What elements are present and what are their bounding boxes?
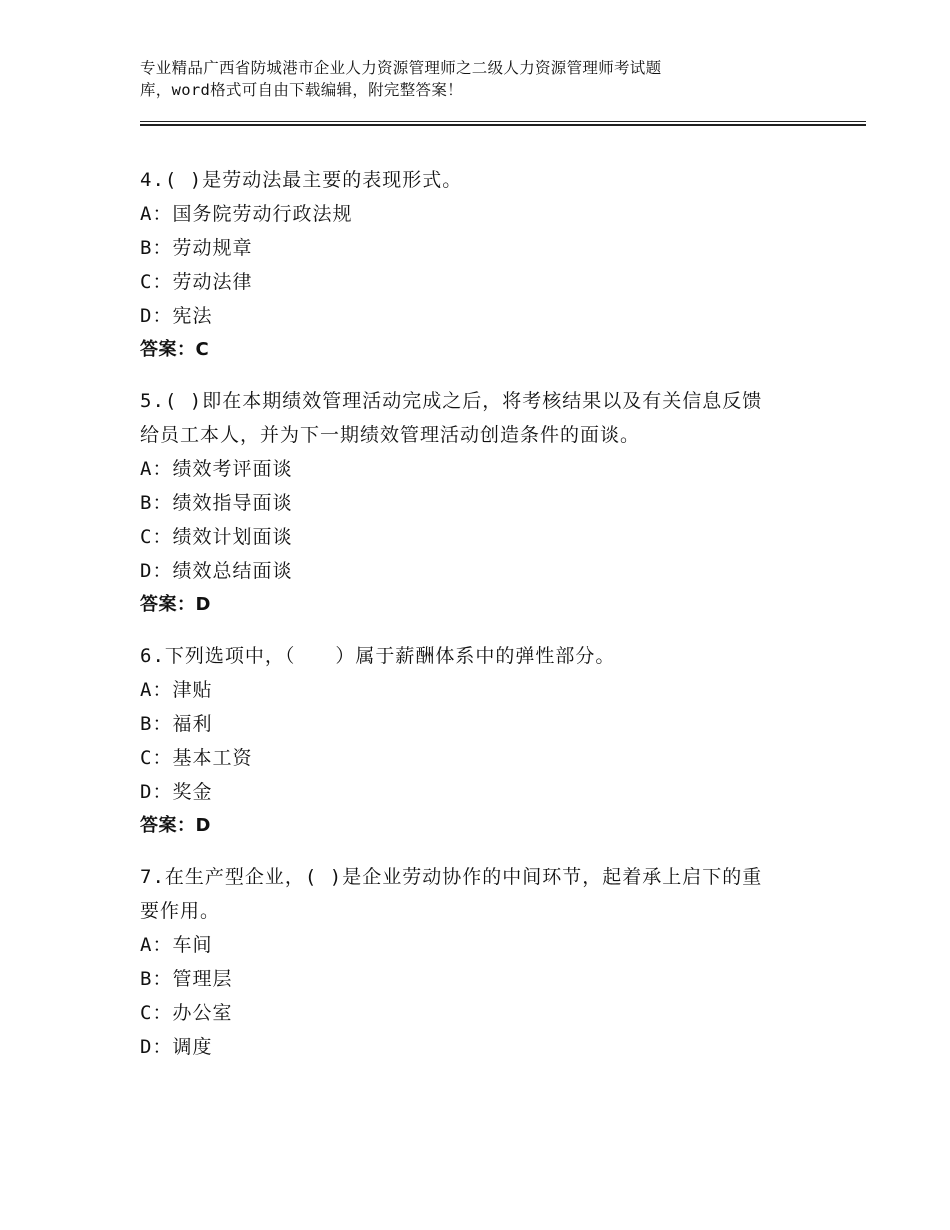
header-title-line-1: 专业精品广西省防城港市企业人力资源管理师之二级人力资源管理师考试题: [140, 59, 662, 77]
option-a: A：国务院劳动行政法规: [140, 203, 353, 225]
document-page: [140, 0, 866, 1230]
document-header: [140, 57, 780, 101]
option-d: D：调度: [140, 1036, 213, 1058]
answer-label: 答案：D: [140, 815, 211, 836]
option-b: B：绩效指导面谈: [140, 492, 293, 514]
question-6: [140, 639, 810, 843]
header-title-line-2: 库，word格式可自由下载编辑，附完整答案！: [140, 81, 463, 99]
header-divider-thick: [140, 124, 866, 126]
option-b: B：管理层: [140, 968, 233, 990]
answer-label: 答案：D: [140, 594, 211, 615]
option-c: C：办公室: [140, 1002, 233, 1024]
question-stem-line-2: 给员工本人，并为下一期绩效管理活动创造条件的面谈。: [140, 424, 641, 446]
option-c: C：劳动法律: [140, 271, 253, 293]
option-a: A：绩效考评面谈: [140, 458, 293, 480]
question-4: [140, 163, 810, 367]
question-stem-line-2: 要作用。: [140, 900, 221, 922]
option-a: A：车间: [140, 934, 213, 956]
option-b: B：福利: [140, 713, 213, 735]
option-c: C：绩效计划面谈: [140, 526, 293, 548]
question-stem-line-1: 5.( )即在本期绩效管理活动完成之后，将考核结果以及有关信息反馈: [140, 390, 763, 412]
option-b: B：劳动规章: [140, 237, 253, 259]
option-d: D：绩效总结面谈: [140, 560, 293, 582]
question-stem-line-1: 7.在生产型企业，( )是企业劳动协作的中间环节，起着承上启下的重: [140, 866, 763, 888]
question-7: [140, 860, 810, 1064]
option-c: C：基本工资: [140, 747, 253, 769]
question-5: [140, 384, 810, 622]
question-stem: 4.( )是劳动法最主要的表现形式。: [140, 169, 463, 191]
header-divider-thin: [140, 121, 866, 122]
answer-label: 答案：C: [140, 339, 210, 360]
option-a: A：津贴: [140, 679, 213, 701]
question-stem: 6.下列选项中，（ ）属于薪酬体系中的弹性部分。: [140, 645, 616, 667]
option-d: D：宪法: [140, 305, 213, 327]
option-d: D：奖金: [140, 781, 213, 803]
question-list: [140, 163, 810, 1081]
